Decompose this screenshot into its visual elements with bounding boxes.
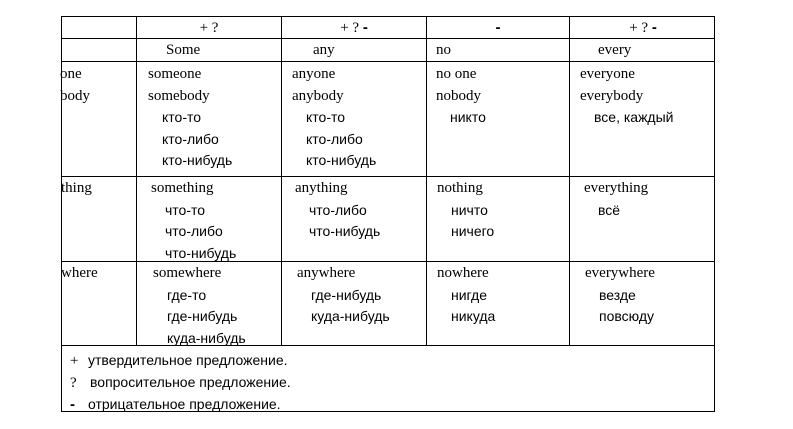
russian-translation: никто: [450, 109, 486, 125]
legend: [70, 350, 291, 416]
legend-item-negative: [70, 394, 291, 416]
header-symbols-no: [427, 18, 569, 38]
english-word: nowhere: [437, 265, 489, 281]
cell-no-one: [436, 64, 486, 129]
russian-translation: кто-то: [162, 109, 202, 125]
determiner-any: any: [313, 42, 335, 58]
russian-translation: где-то: [167, 286, 207, 303]
russian-translation: где-нибудь: [311, 286, 382, 303]
russian-translation: что-либо: [309, 201, 367, 218]
english-word: something: [151, 180, 214, 196]
cell-everything: [584, 178, 648, 221]
row-divider: [62, 176, 714, 177]
russian-translation: везде: [599, 286, 636, 303]
row-divider: [62, 38, 714, 39]
russian-translation: никуда: [451, 308, 496, 324]
symbol-text: + ?: [340, 20, 360, 36]
russian-translation: что-либо: [165, 223, 223, 239]
english-word: no one: [436, 66, 477, 82]
english-word: anything: [295, 180, 348, 196]
russian-translation: кто-либо: [306, 130, 363, 147]
legend-item-affirmative: [70, 350, 291, 372]
legend-item-interrogative: [70, 372, 291, 394]
russian-translation: повсюду: [599, 308, 655, 324]
english-word: somewhere: [153, 265, 222, 281]
legend-text: утвердительное предложение.: [88, 352, 288, 368]
english-word: nothing: [437, 180, 483, 196]
russian-translation: ничего: [451, 223, 495, 239]
stem-line: one: [60, 66, 82, 82]
russian-translation: кто-либо: [162, 130, 219, 147]
english-word: everywhere: [585, 265, 655, 281]
russian-translation: что-нибудь: [309, 223, 381, 239]
russian-translation: что-то: [165, 201, 206, 218]
stem-one-body: [60, 64, 90, 107]
cell-something: [151, 178, 236, 264]
cell-anyone: [292, 64, 376, 172]
russian-translation: ничто: [451, 201, 488, 218]
header-symbols-every: [570, 18, 716, 38]
cell-somewhere: [153, 263, 246, 349]
english-word: everybody: [580, 87, 644, 104]
col-divider: [569, 17, 570, 345]
english-word: anybody: [292, 87, 344, 104]
stem-where: [61, 263, 98, 285]
english-word: somebody: [148, 87, 210, 104]
russian-translation: что-нибудь: [165, 244, 237, 261]
english-word: everything: [584, 180, 649, 196]
russian-translation: кто-нибудь: [162, 152, 233, 168]
english-word: someone: [148, 66, 202, 82]
col-divider: [281, 17, 282, 345]
cell-everywhere: [585, 263, 655, 328]
dash-symbol: -: [495, 19, 501, 36]
header-symbols-some: [137, 18, 281, 38]
plus-symbol: +: [70, 353, 79, 369]
legend-text: вопросительное предложение.: [90, 374, 291, 390]
stem-line: thing: [61, 180, 92, 196]
cell-anywhere: [297, 263, 390, 328]
determiner-no: no: [436, 42, 451, 58]
dash-symbol: -: [651, 19, 657, 36]
cell-nothing: [437, 178, 494, 243]
symbol-text: + ?: [199, 20, 219, 36]
russian-translation: где-нибудь: [167, 308, 238, 324]
russian-translation: куда-нибудь: [311, 308, 390, 324]
english-word: everyone: [580, 66, 635, 82]
symbol-text: + ?: [629, 20, 649, 36]
russian-translation: кто-нибудь: [306, 152, 377, 168]
pronoun-table: [61, 16, 715, 412]
english-word: anyone: [292, 66, 336, 82]
legend-text: отрицательное предложение.: [88, 396, 281, 412]
russian-translation: нигде: [451, 286, 487, 303]
determiner-some: Some: [166, 42, 201, 58]
russian-translation: все, каждый: [594, 109, 674, 125]
question-symbol: ?: [70, 375, 77, 391]
cell-someone: [148, 64, 232, 172]
col-divider: [136, 17, 137, 345]
stem-line: body: [60, 87, 90, 104]
row-divider: [62, 61, 714, 62]
english-word: anywhere: [297, 265, 356, 281]
stem-line: where: [61, 265, 98, 281]
russian-translation: куда-нибудь: [167, 329, 246, 346]
determiner-every: every: [598, 42, 632, 58]
cell-nowhere: [437, 263, 495, 328]
stem-thing: [61, 178, 92, 200]
russian-translation: всё: [598, 201, 621, 218]
russian-translation: кто-то: [306, 109, 346, 125]
header-symbols-any: [282, 18, 426, 38]
minus-symbol: -: [70, 396, 75, 413]
cell-anything: [295, 178, 380, 243]
col-divider: [426, 17, 427, 345]
cell-everyone: [580, 64, 673, 129]
english-word: nobody: [436, 87, 481, 104]
dash-symbol: -: [362, 19, 368, 36]
